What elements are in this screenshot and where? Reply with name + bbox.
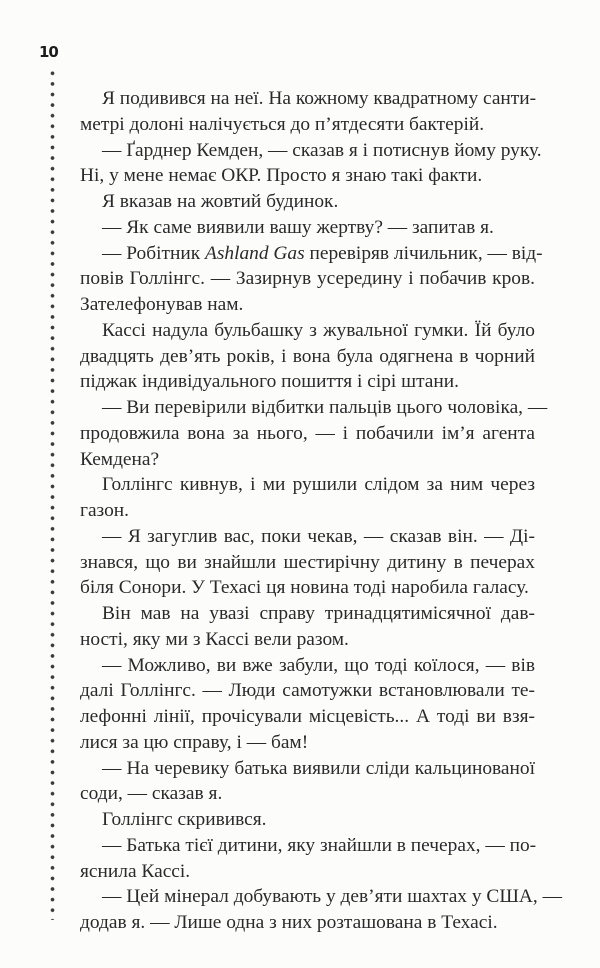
text-line: біля Сонори. У Техасі ця новина тоді наробила галасу. xyxy=(80,577,529,599)
paragraph xyxy=(80,215,535,241)
text-line: двадцять дев’ять років, і вона була одягнена в чорний xyxy=(80,345,535,367)
paragraph xyxy=(80,807,535,833)
text-line: газон. xyxy=(80,500,130,521)
paragraph xyxy=(80,395,548,472)
text-line: Ні, у мене немає ОКР. Просто я знаю такі факти. xyxy=(80,165,483,187)
text-run: — Робітник xyxy=(102,242,205,264)
text-line: Він мав на увазі справу тринадцятимісячної дав- xyxy=(102,603,535,624)
text-line: Зателефонував нам. xyxy=(80,294,244,315)
text-line: продовжила вона за нього, — і побачили ім’я агента xyxy=(80,422,535,444)
text-line: лефонні лінії, прочісували місцевість... А тоді ви взя- xyxy=(80,706,535,727)
text-line: — Я загуглив вас, поки чекав, — сказав він. — Ді- xyxy=(102,525,535,547)
text-line: піджак індивідуального пошиття і сірі штани. xyxy=(80,371,459,393)
page-number: 10 xyxy=(39,43,58,61)
text-line: повів Голлінгс. — Зазирнув усередину і побачив кров. xyxy=(80,268,535,290)
text-line: соди, — сказав я. xyxy=(80,783,223,805)
text-line: знався, що ви знайшли шестирічну дитину в печерах xyxy=(80,551,535,573)
text-line: Голлінгс кивнув, і ми рушили слідом за ним через xyxy=(102,474,535,496)
paragraph xyxy=(80,601,535,653)
text-line: Кассі надула бульбашку з жувальної гумки. Їй було xyxy=(102,319,535,341)
text-line: Голлінгс скривився. xyxy=(102,809,267,830)
text-line: — Ви перевірили відбитки пальців цього чоловіка, — xyxy=(102,397,548,418)
text-line: — На черевику батька виявили сліди кальцинованої xyxy=(102,757,535,779)
text-line: лися за цю справу, і — бам! xyxy=(80,731,309,753)
text-line: — Як саме виявили вашу жертву? — запитав я. xyxy=(102,216,494,238)
paragraph xyxy=(80,86,535,138)
text-line: — Можливо, ви вже забули, що тоді коїлося, — вів xyxy=(102,654,535,676)
text-line: далі Голлінгс. — Люди самотужки встановлювали те- xyxy=(80,680,535,702)
paragraph xyxy=(80,189,535,215)
paragraph xyxy=(80,653,535,756)
text-run: перевіряв лічильник, — від- xyxy=(304,242,543,264)
paragraph xyxy=(80,756,535,808)
company-name-italic: Ashland Gas xyxy=(204,242,305,264)
text-line: додав я. — Лише одна з них розташована в Техасі. xyxy=(80,912,498,933)
text-line: Кемдена? xyxy=(80,448,160,470)
text-line: яснила Кассі. xyxy=(80,860,191,882)
body-text xyxy=(80,86,562,936)
text-line: метрі долоні налічується до п’ятдесяти бактерій. xyxy=(80,113,485,135)
paragraph xyxy=(80,524,535,601)
text-line: Я подивився на неї. На кожному квадратному санти- xyxy=(102,88,537,109)
paragraph xyxy=(80,833,535,885)
text-line: — Ґарднер Кемден, — сказав я і потиснув йому руку. xyxy=(102,139,542,161)
text-line: — Цей мінерал добувають у дев’яти шахтах у США, — xyxy=(102,886,562,908)
paragraph xyxy=(80,241,543,318)
text-line: Я вказав на жовтий будинок. xyxy=(102,191,339,212)
paragraph xyxy=(80,472,535,524)
paragraph xyxy=(80,884,562,936)
paragraph xyxy=(80,318,535,395)
paragraph xyxy=(80,138,542,190)
text-line xyxy=(80,241,543,267)
text-line: ності, яку ми з Кассі вели разом. xyxy=(80,628,349,650)
dotted-margin-rule xyxy=(50,68,55,920)
text-line: — Батька тієї дитини, яку знайшли в печерах, — по- xyxy=(102,834,537,856)
